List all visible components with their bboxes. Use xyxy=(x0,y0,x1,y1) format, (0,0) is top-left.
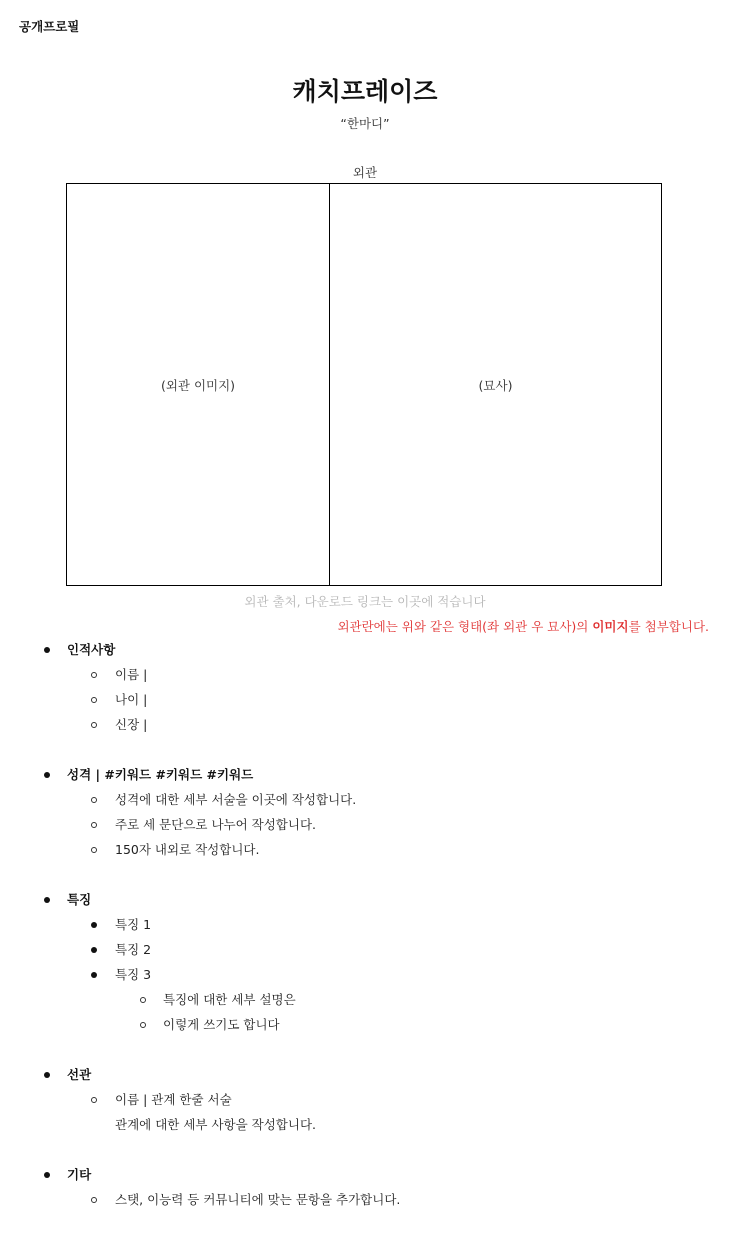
item-text: 신장 | xyxy=(115,717,148,732)
section-heading: 선관 xyxy=(67,1067,92,1082)
bullet-icon xyxy=(91,797,97,803)
section-personality xyxy=(0,765,747,865)
item-text: 이름 | 관계 한줄 서술 xyxy=(115,1092,232,1107)
appearance-notice xyxy=(337,617,709,635)
notice-text-bold: 이미지 xyxy=(592,619,629,634)
bullet-icon xyxy=(91,972,97,978)
appearance-description-cell xyxy=(330,184,661,585)
section-heading: 성격 | #키워드 #키워드 #키워드 xyxy=(67,767,254,782)
bullet-icon xyxy=(140,997,146,1003)
bullet-icon xyxy=(44,772,50,778)
bullet-icon xyxy=(91,672,97,678)
bullet-icon xyxy=(91,1197,97,1203)
item-text: 특징 2 xyxy=(115,942,152,957)
appearance-source-note: 외관 출처, 다운로드 링크는 이곳에 적습니다 xyxy=(244,594,486,609)
item-text: 나이 | xyxy=(115,692,148,707)
list-item xyxy=(0,765,747,790)
page-subtitle: “한마디” xyxy=(340,116,390,131)
bullet-icon xyxy=(44,1172,50,1178)
bullet-icon xyxy=(91,722,97,728)
list-item xyxy=(0,1090,747,1115)
section-heading: 인적사항 xyxy=(67,642,116,657)
item-text: 스탯, 이능력 등 커뮤니티에 맞는 문항을 추가합니다. xyxy=(115,1192,401,1207)
list-item xyxy=(0,1165,747,1190)
bullet-icon xyxy=(91,922,97,928)
bullet-icon xyxy=(91,822,97,828)
notice-text-pre: 외관란에는 위와 같은 형태(좌 외관 우 묘사)의 xyxy=(337,619,593,634)
list-item xyxy=(0,640,747,665)
list-item xyxy=(0,1190,747,1215)
item-text: 특징 3 xyxy=(115,967,152,982)
list-item xyxy=(0,1015,747,1040)
notice-text-post: 를 첨부합니다. xyxy=(628,619,709,634)
appearance-caption: 외관 xyxy=(352,165,378,180)
list-item xyxy=(0,1065,747,1090)
bullet-icon xyxy=(140,1022,146,1028)
item-text: 특징에 대한 세부 설명은 xyxy=(163,992,296,1007)
item-text: 특징 1 xyxy=(115,917,152,932)
item-text: 주로 세 문단으로 나누어 작성합니다. xyxy=(115,817,316,832)
list-item xyxy=(0,715,747,740)
list-item xyxy=(0,840,747,865)
list-item xyxy=(0,890,747,915)
bullet-icon xyxy=(44,1072,50,1078)
profile-content xyxy=(0,640,747,1215)
bullet-icon xyxy=(44,647,50,653)
list-item xyxy=(0,665,747,690)
section-heading: 특징 xyxy=(67,892,92,907)
list-item xyxy=(0,990,747,1015)
section-traits xyxy=(0,890,747,1040)
appearance-description-placeholder: (묘사) xyxy=(478,377,513,393)
item-text: 관계에 대한 세부 사항을 작성합니다. xyxy=(115,1117,316,1132)
appearance-image-placeholder: (외관 이미지) xyxy=(160,377,236,393)
bullet-icon xyxy=(91,947,97,953)
bullet-icon xyxy=(91,697,97,703)
list-item xyxy=(0,965,747,990)
list-item xyxy=(0,940,747,965)
appearance-image-cell xyxy=(67,184,330,585)
bullet-icon xyxy=(91,847,97,853)
list-item xyxy=(0,815,747,840)
list-item-detail xyxy=(0,1115,747,1140)
item-text: 성격에 대한 세부 서술을 이곳에 작성합니다. xyxy=(115,792,357,807)
list-item xyxy=(0,915,747,940)
item-text: 이렇게 쓰기도 합니다 xyxy=(163,1017,280,1032)
section-relations xyxy=(0,1065,747,1140)
item-text: 150자 내외로 작성합니다. xyxy=(115,842,260,857)
section-etc xyxy=(0,1165,747,1215)
list-item xyxy=(0,690,747,715)
item-text: 이름 | xyxy=(115,667,148,682)
bullet-icon xyxy=(91,1097,97,1103)
section-profile xyxy=(0,640,747,740)
page-label: 공개프로필 xyxy=(19,19,80,34)
section-heading: 기타 xyxy=(67,1167,92,1182)
appearance-table xyxy=(66,183,662,586)
bullet-icon xyxy=(44,897,50,903)
list-item xyxy=(0,790,747,815)
page-title: 캐치프레이즈 xyxy=(292,77,438,106)
